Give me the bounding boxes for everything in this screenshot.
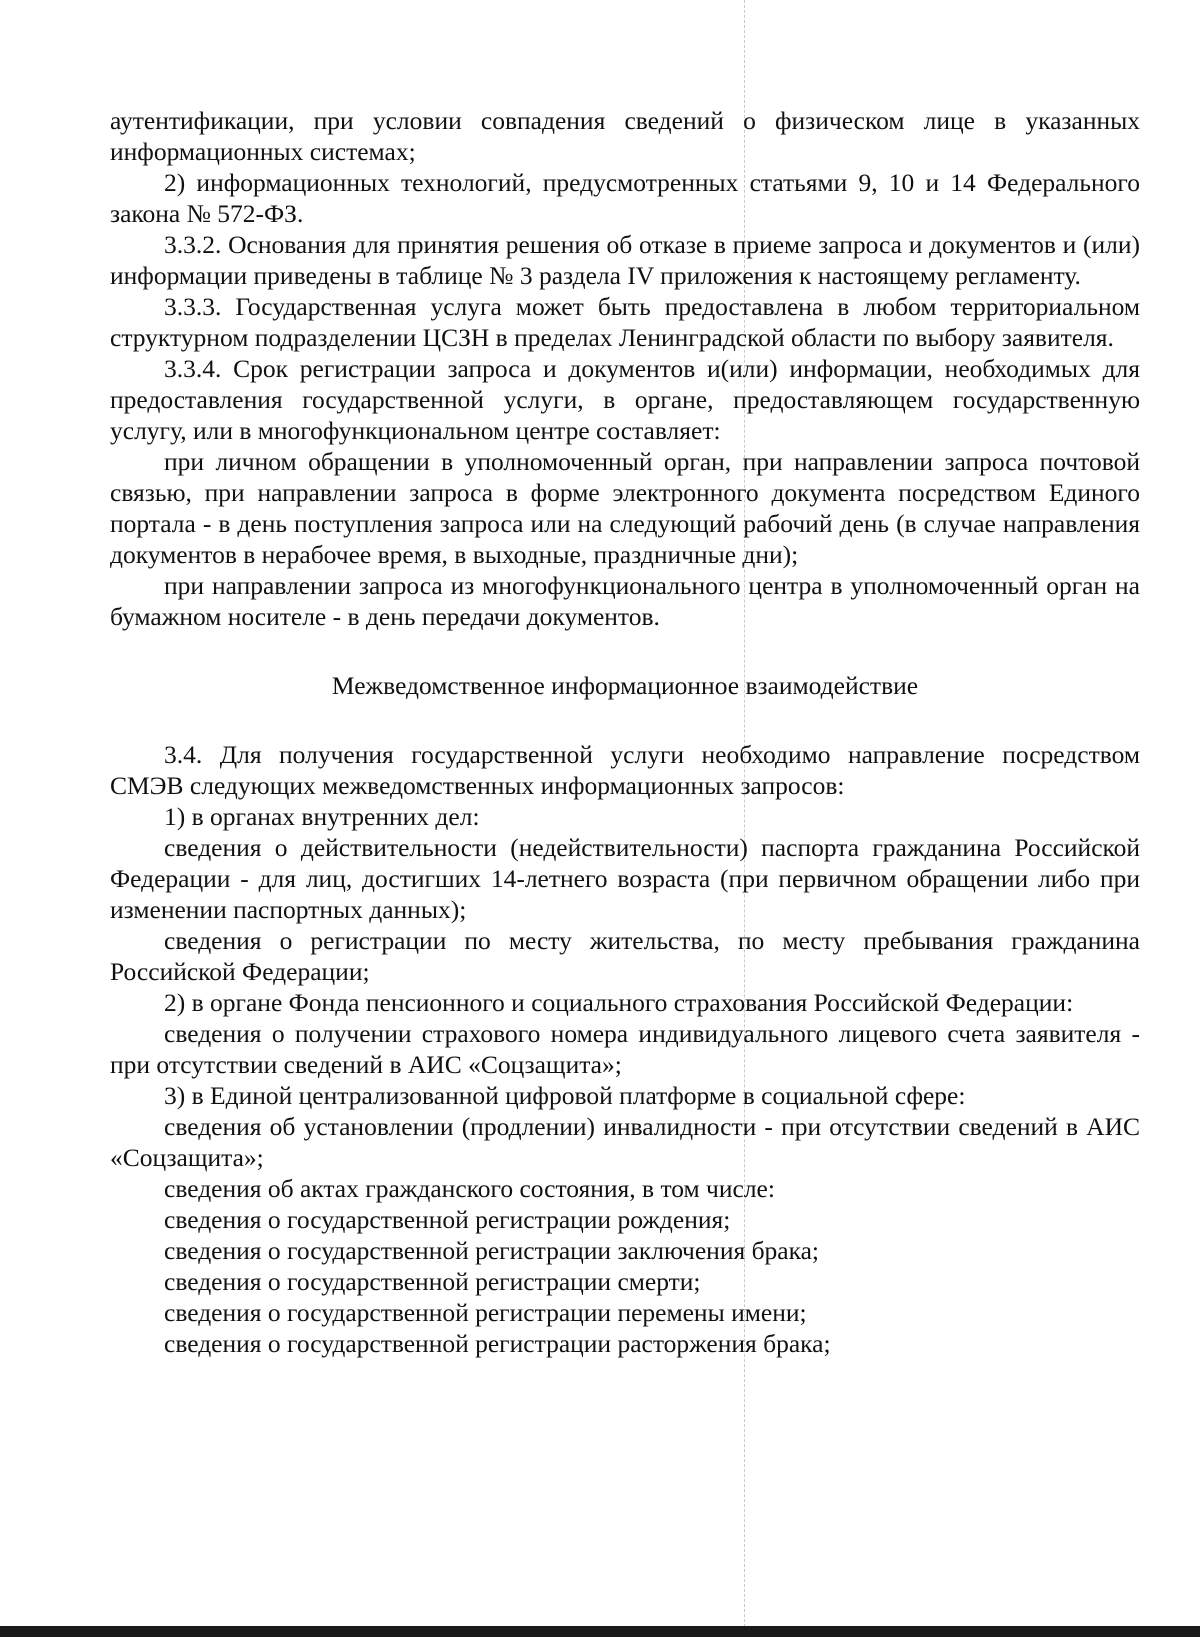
paragraph-registration-residence: сведения о регистрации по месту жительства, по месту пребывания гражданина Российской Федерации; — [110, 926, 1140, 986]
list-item-name-change: сведения о государственной регистрации перемены имени; — [164, 1298, 807, 1327]
paragraph-info-technologies: 2) информационных технологий, предусмотренных статьями 9, 10 и 14 Федерального закона № 572-ФЗ. — [110, 168, 1140, 228]
list-item-death: сведения о государственной регистрации смерти; — [164, 1267, 701, 1296]
paragraph-pension-fund: 2) в органе Фонда пенсионного и социального страхования Российской Федерации: — [164, 988, 1074, 1017]
paragraph-snils: сведения о получении страхового номера индивидуального лицевого счета заявителя - при отсутствии сведений в АИС «Соцзащита»; — [110, 1019, 1140, 1079]
paragraph-3-3-2: 3.3.2. Основания для принятия решения об отказе в приеме запроса и документов и (или) информации приведены в таблице № 3 раздела IV приложения к настоящему регламенту. — [110, 230, 1140, 290]
list-item-divorce: сведения о государственной регистрации расторжения брака; — [164, 1329, 831, 1358]
paragraph-internal-affairs: 1) в органах внутренних дел: — [164, 802, 480, 831]
paragraph-disability: сведения об установлении (продлении) инвалидности - при отсутствии сведений в АИС «Соцзащита»; — [110, 1112, 1140, 1172]
list-item-civil-acts: сведения об актах гражданского состояния, в том числе: — [164, 1174, 775, 1203]
paragraph-3-3-4: 3.3.4. Срок регистрации запроса и документов и(или) информации, необходимых для предоставления государственной услуги, в органе, предоставляющем государственную услугу, или в многофункциональном центре составляет: — [110, 354, 1140, 445]
paragraph-3-4: 3.4. Для получения государственной услуги необходимо направление посредством СМЭВ следующих межведомственных информационных запросов: — [110, 740, 1140, 800]
list-item-birth: сведения о государственной регистрации рождения; — [164, 1205, 731, 1234]
list-item-marriage: сведения о государственной регистрации заключения брака; — [164, 1236, 820, 1265]
paragraph-authentication: аутентификации, при условии совпадения сведений о физическом лице в указанных информационных системах; — [110, 106, 1140, 166]
scan-bottom-edge — [0, 1626, 1200, 1637]
paragraph-digital-platform: 3) в Единой централизованной цифровой платформе в социальной сфере: — [164, 1081, 966, 1110]
document-page — [110, 105, 1140, 1359]
paragraph-3-3-3: 3.3.3. Государственная услуга может быть предоставлена в любом территориальном структурном подразделении ЦСЗН в пределах Ленинградской области по выбору заявителя. — [110, 292, 1140, 352]
section-heading: Межведомственное информационное взаимодействие — [331, 671, 919, 700]
paragraph-mfc-request: при направлении запроса из многофункционального центра в уполномоченный орган на бумажном носителе - в день передачи документов. — [110, 571, 1140, 631]
paragraph-personal-appeal: при личном обращении в уполномоченный орган, при направлении запроса почтовой связью, при направлении запроса в форме электронного документа посредством Единого портала - в день поступления запроса или на следующий рабочий день (в случае направления документов в нерабочее время, в выходные, праздничные дни); — [110, 447, 1140, 569]
paragraph-passport-validity: сведения о действительности (недействительности) паспорта гражданина Российской Федерации - для лиц, достигших 14-летнего возраста (при первичном обращении либо при изменении паспортных данных); — [110, 833, 1140, 924]
